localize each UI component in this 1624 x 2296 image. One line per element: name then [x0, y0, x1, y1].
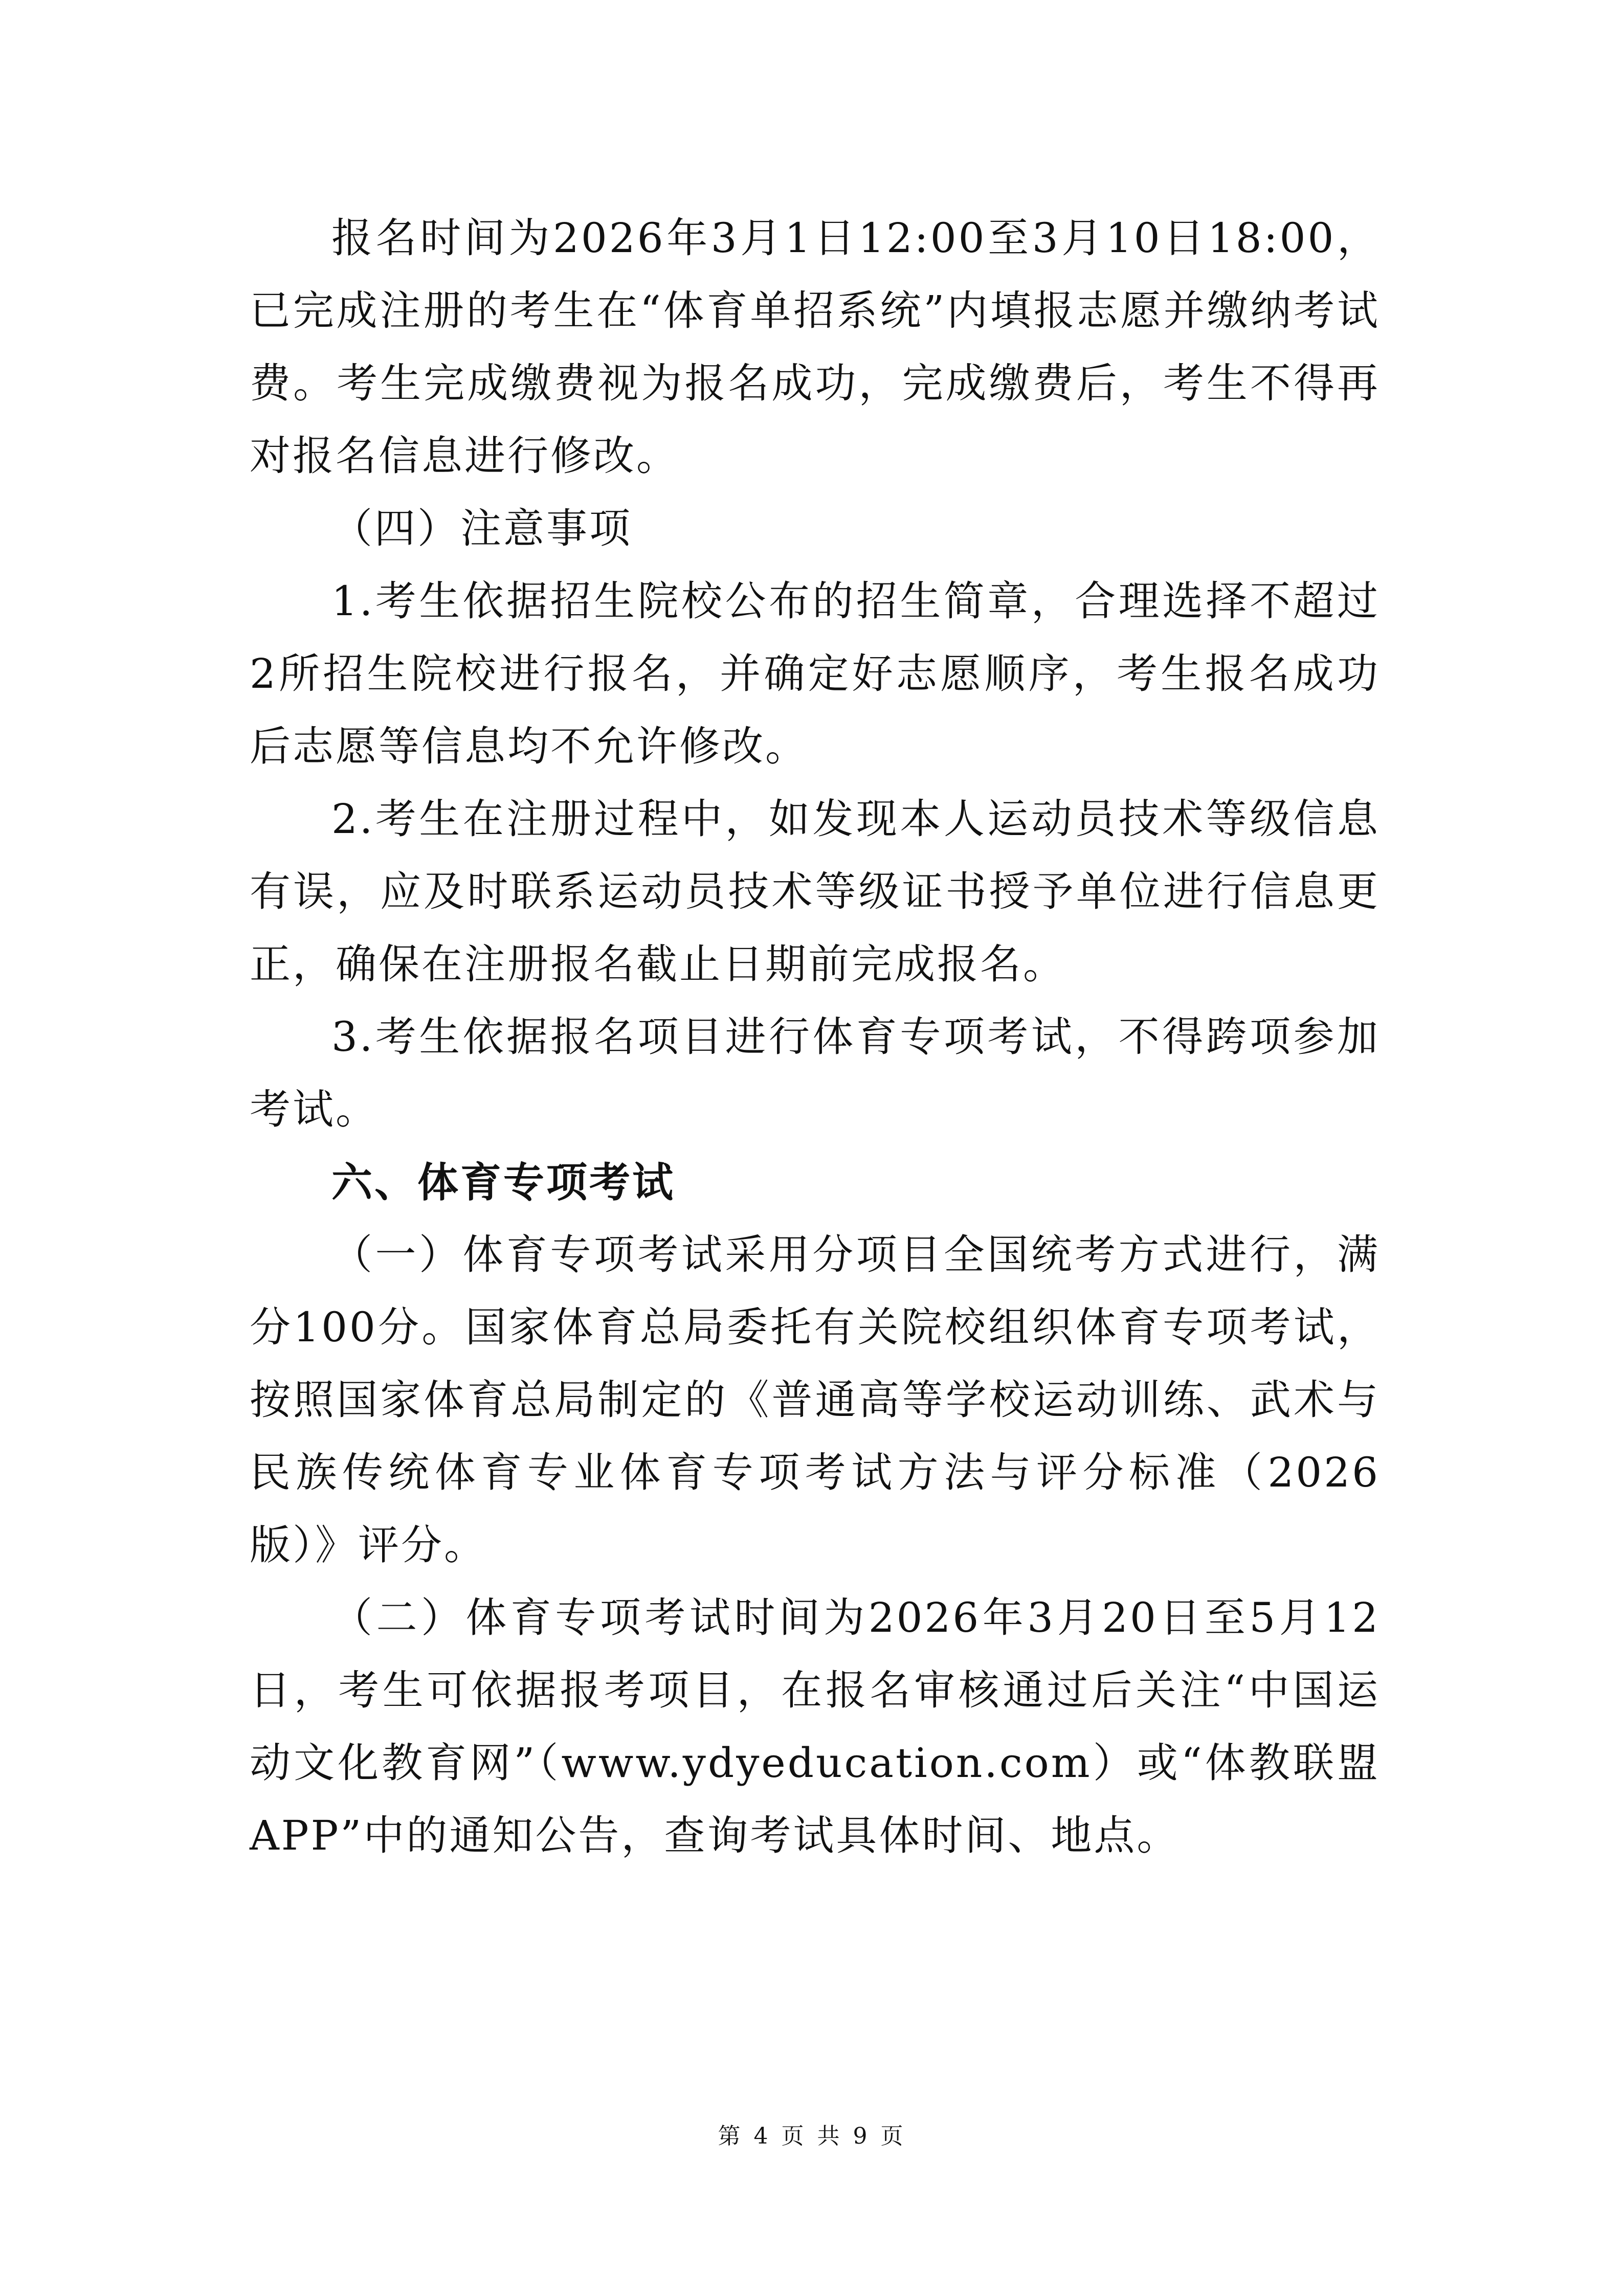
paragraph-note-1: 1.考生依据招生院校公布的招生简章，合理选择不超过2所招生院校进行报名，并确定好志愿顺序，考生报名成功后志愿等信息均不允许修改。 [250, 577, 1380, 770]
page-number-footer: 第 4 页 共 9 页 [718, 2123, 906, 2149]
paragraph-note-2: 2.考生在注册过程中，如发现本人运动员技术等级信息有误，应及时联系运动员技术等级证书授予单位进行信息更正，确保在注册报名截止日期前完成报名。 [250, 795, 1380, 988]
paragraph-exam-method: （一）体育专项考试采用分项目全国统考方式进行，满分100分。国家体育总局委托有关院校组织体育专项考试，按照国家体育总局制定的《普通高等学校运动训练、武术与民族传统体育专业体育专项考试方法与评分标准（2026版）》评分。 [250, 1231, 1380, 1569]
paragraph-registration-time: 报名时间为2026年3月1日12:00至3月10日18:00，已完成注册的考生在“体育单招系统”内填报志愿并缴纳考试费。考生完成缴费视为报名成功，完成缴费后，考生不得再对报名信息进行修改。 [250, 214, 1380, 480]
document-body [250, 202, 1380, 1872]
paragraph-exam-time: （二）体育专项考试时间为2026年3月20日至5月12日，考生可依据报考项目，在报名审核通过后关注“中国运动文化教育网”（www.ydyeducation.com）或“体教联盟APP”中的通知公告，查询考试具体时间、地点。 [250, 1594, 1380, 1859]
paragraph-note-3: 3.考生依据报名项目进行体育专项考试，不得跨项参加考试。 [250, 1013, 1380, 1133]
section-heading-sports-exam: 六、体育专项考试 [331, 1158, 675, 1206]
subheading-notes: （四）注意事项 [331, 505, 632, 552]
